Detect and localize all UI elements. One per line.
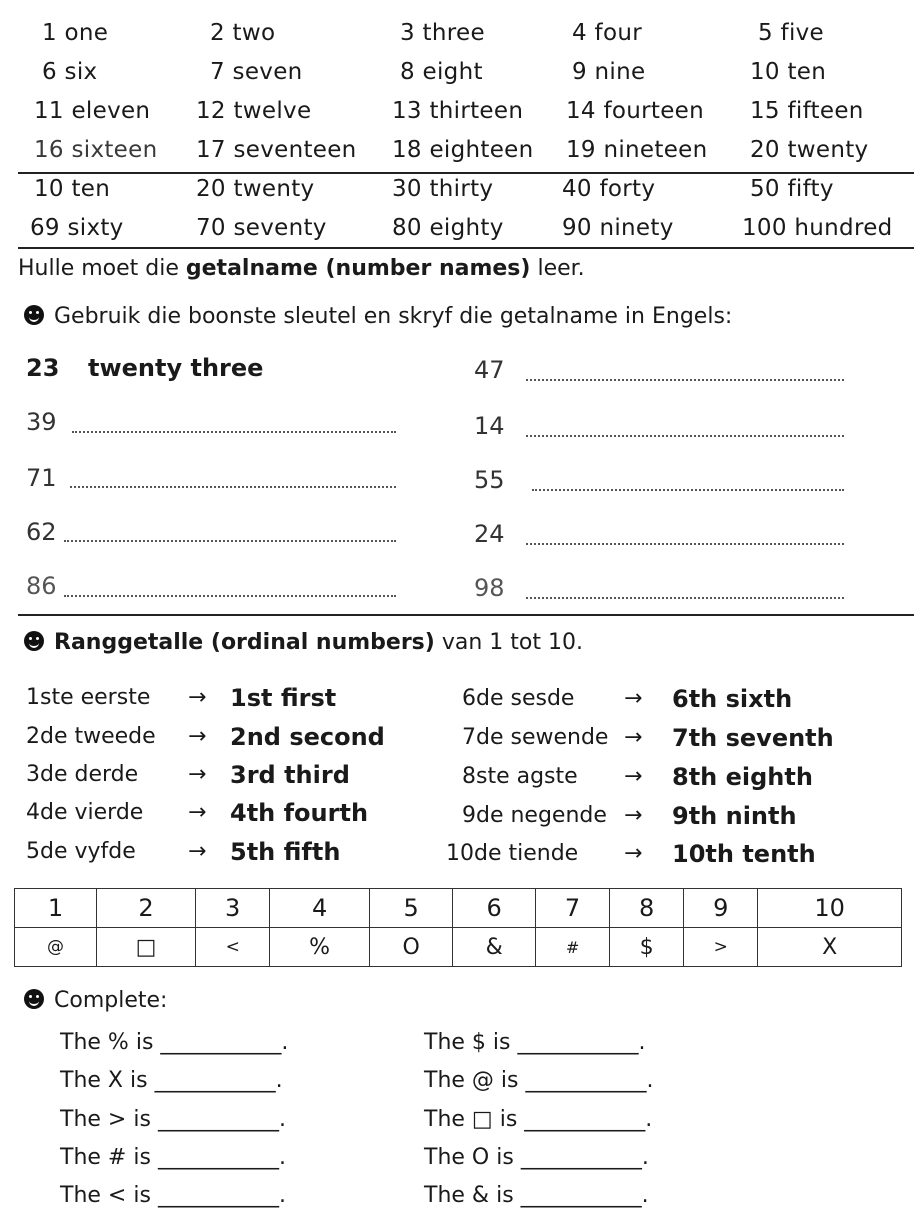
instruction-bold: getalname (number names): [185, 256, 531, 281]
instruction: [18, 256, 585, 281]
table-cell: X: [758, 928, 902, 967]
complete-is: is: [133, 1145, 151, 1170]
answer-blank[interactable]: ___________.: [517, 1030, 646, 1055]
exercise-number: 47: [474, 356, 505, 384]
complete-the: The: [424, 1107, 465, 1132]
complete-is: is: [135, 1030, 154, 1055]
table-cell: 9: [684, 889, 758, 928]
answer-blank[interactable]: ___________.: [157, 1107, 286, 1132]
answer-line[interactable]: [64, 539, 396, 542]
ordinal-af: 3de derde: [26, 762, 139, 787]
table-cell: 2: [96, 889, 195, 928]
answer-blank[interactable]: ___________.: [520, 1145, 649, 1170]
key-cell: 1 one: [42, 20, 109, 46]
ordinal-en: 10th tenth: [672, 840, 816, 868]
complete-symbol: $: [471, 1030, 486, 1055]
key-cell: 12 twelve: [196, 98, 312, 124]
complete-the: The: [424, 1145, 465, 1170]
arrow-icon: →: [188, 762, 207, 787]
complete-the: The: [424, 1183, 465, 1208]
key-cell: 18 eighteen: [392, 137, 534, 163]
ordinal-en: 4th fourth: [230, 799, 369, 827]
complete-item: [424, 1107, 652, 1132]
key-cell: 100 hundred: [742, 215, 893, 241]
exercise-number: 24: [474, 520, 505, 548]
complete-is: is: [130, 1068, 148, 1093]
complete-is: is: [496, 1183, 514, 1208]
answer-line[interactable]: [72, 430, 396, 433]
table-cell: 6: [453, 889, 536, 928]
complete-the: The: [60, 1145, 101, 1170]
section-divider: [18, 614, 914, 616]
symbol-table: [14, 888, 902, 967]
ordinal-en: 6th sixth: [672, 685, 793, 713]
complete-item: [424, 1030, 646, 1055]
smiley-icon: [24, 305, 44, 325]
complete-symbol: #: [107, 1145, 127, 1170]
key-cell: 17 seventeen: [196, 137, 357, 163]
complete-symbol: X: [107, 1068, 123, 1093]
answer-line[interactable]: [532, 488, 844, 491]
key-cell: 40 forty: [562, 176, 656, 202]
key-cell: 3 three: [400, 20, 485, 46]
complete-item: [60, 1145, 286, 1170]
complete-is: is: [496, 1145, 514, 1170]
table-cell: <: [196, 928, 270, 967]
smiley-icon: [24, 989, 44, 1009]
answer-line[interactable]: [70, 485, 396, 488]
arrow-icon: →: [188, 800, 207, 825]
complete-item: [424, 1145, 649, 1170]
ordinal-af: 6de sesde: [462, 686, 575, 711]
ordinal-af: 9de negende: [462, 803, 607, 828]
ordinal-en: 7th seventh: [672, 724, 834, 752]
ordinals-heading-rest: van 1 tot 10.: [434, 630, 583, 655]
ordinal-af: 1ste eerste: [26, 685, 151, 710]
arrow-icon: →: [188, 685, 207, 710]
exercise-number: 14: [474, 412, 505, 440]
exercise-number: 55: [474, 466, 505, 494]
symbol-table-symbols: [15, 928, 902, 967]
smiley-icon: [24, 631, 44, 651]
complete-is: is: [499, 1107, 518, 1132]
answer-blank[interactable]: ___________.: [525, 1068, 654, 1093]
arrow-icon: →: [624, 725, 643, 750]
complete-is: is: [500, 1068, 519, 1093]
key-cell: 10 ten: [750, 59, 827, 85]
table-cell: &: [453, 928, 536, 967]
answer-blank[interactable]: ___________.: [157, 1183, 286, 1208]
ordinals-heading-bold: Ranggetalle (ordinal numbers): [54, 630, 435, 655]
answer-blank[interactable]: ___________.: [160, 1030, 289, 1055]
key-cell: 7 seven: [210, 59, 303, 85]
complete-the: The: [60, 1183, 101, 1208]
arrow-icon: →: [624, 764, 643, 789]
key-cell: 5 five: [758, 20, 824, 46]
key-cell: 50 fifty: [750, 176, 834, 202]
answer-line[interactable]: [526, 378, 844, 381]
exercise-number: 39: [26, 408, 57, 436]
ordinal-af: 8ste agste: [462, 764, 578, 789]
key-cell: 30 thirty: [392, 176, 494, 202]
complete-heading: [24, 988, 167, 1013]
complete-the: The: [60, 1107, 101, 1132]
table-cell: 5: [369, 889, 452, 928]
arrow-icon: →: [188, 724, 207, 749]
exercise-number: 86: [26, 572, 57, 600]
complete-symbol: &: [471, 1183, 490, 1208]
key-cell: 69 sixty: [30, 215, 124, 241]
key-cell: 20 twenty: [196, 176, 315, 202]
complete-the: The: [60, 1068, 101, 1093]
ordinal-af: 4de vierde: [26, 800, 144, 825]
complete-is: is: [133, 1107, 151, 1132]
key-cell: 13 thirteen: [392, 98, 524, 124]
exercise-number: 62: [26, 518, 57, 546]
ordinal-en: 8th eighth: [672, 763, 813, 791]
key-cell: 2 two: [210, 20, 276, 46]
example-number: 23: [26, 354, 60, 382]
complete-the: The: [60, 1030, 101, 1055]
ordinal-en: 1st first: [230, 684, 337, 712]
table-cell: %: [270, 928, 370, 967]
table-cell: 1: [15, 889, 97, 928]
table-cell: □: [96, 928, 195, 967]
exercise1-heading: [24, 304, 732, 329]
table-cell: @: [15, 928, 97, 967]
exercise1-heading-text: Gebruik die boonste sleutel en skryf die getalname in Engels:: [54, 304, 733, 329]
answer-line[interactable]: [526, 434, 844, 437]
table-cell: $: [610, 928, 684, 967]
arrow-icon: →: [624, 686, 643, 711]
complete-symbol: O: [471, 1145, 490, 1170]
answer-blank[interactable]: ___________.: [154, 1068, 283, 1093]
complete-symbol: >: [107, 1107, 127, 1132]
complete-symbol: □: [471, 1107, 493, 1132]
example-answer: twenty three: [88, 354, 264, 382]
ordinal-af: 5de vyfde: [26, 839, 136, 864]
key-cell: 14 fourteen: [566, 98, 704, 124]
ordinal-en: 2nd second: [230, 723, 385, 751]
complete-is: is: [492, 1030, 511, 1055]
key-cell: 19 nineteen: [566, 137, 708, 163]
arrow-icon: →: [624, 841, 643, 866]
key-cell: 11 eleven: [34, 98, 151, 124]
exercise-number: 98: [474, 574, 505, 602]
complete-item: [60, 1030, 288, 1055]
key-cell: 6 six: [42, 59, 98, 85]
key-cell: 4 four: [572, 20, 642, 46]
complete-symbol: @: [471, 1068, 494, 1093]
answer-blank[interactable]: ___________.: [157, 1145, 286, 1170]
answer-blank[interactable]: ___________.: [520, 1183, 649, 1208]
arrow-icon: →: [188, 839, 207, 864]
table-cell: #: [536, 928, 610, 967]
ordinal-en: 3rd third: [230, 761, 350, 789]
key-cell: 9 nine: [572, 59, 646, 85]
ordinal-en: 9th ninth: [672, 802, 797, 830]
complete-symbol: %: [107, 1030, 129, 1055]
instruction-suffix: leer.: [530, 256, 585, 281]
key-cell: 10 ten: [34, 176, 111, 202]
complete-item: [60, 1068, 283, 1093]
complete-symbol: <: [107, 1183, 127, 1208]
table-cell: >: [684, 928, 758, 967]
ordinals-heading: [24, 630, 583, 655]
ordinal-af: 10de tiende: [446, 841, 579, 866]
complete-item: [60, 1183, 286, 1208]
table-cell: 4: [270, 889, 370, 928]
instruction-prefix: Hulle moet die: [18, 256, 186, 281]
table-cell: O: [369, 928, 452, 967]
complete-heading-text: Complete:: [54, 988, 168, 1013]
answer-blank[interactable]: ___________.: [524, 1107, 653, 1132]
table-cell: 3: [196, 889, 270, 928]
exercise-number: 71: [26, 464, 57, 492]
table-cell: 7: [536, 889, 610, 928]
key-cell: 16 sixteen: [34, 137, 158, 163]
answer-line[interactable]: [526, 542, 844, 545]
key-cell: 15 fifteen: [750, 98, 864, 124]
complete-the: The: [424, 1068, 465, 1093]
answer-line[interactable]: [64, 594, 396, 597]
key-cell: 90 ninety: [562, 215, 674, 241]
table-cell: 8: [610, 889, 684, 928]
complete-item: [424, 1068, 654, 1093]
ordinal-af: 7de sewende: [462, 725, 609, 750]
key-bottom-border: [18, 247, 914, 249]
complete-item: [60, 1107, 286, 1132]
complete-item: [424, 1183, 649, 1208]
table-cell: 10: [758, 889, 902, 928]
ordinal-af: 2de tweede: [26, 724, 156, 749]
symbol-table-numbers: [15, 889, 902, 928]
complete-the: The: [424, 1030, 465, 1055]
ordinal-en: 5th fifth: [230, 838, 341, 866]
key-divider: [18, 172, 914, 174]
answer-line[interactable]: [526, 596, 844, 599]
key-cell: 70 seventy: [196, 215, 327, 241]
key-cell: 80 eighty: [392, 215, 504, 241]
key-cell: 20 twenty: [750, 137, 869, 163]
arrow-icon: →: [624, 803, 643, 828]
complete-is: is: [133, 1183, 151, 1208]
key-cell: 8 eight: [400, 59, 483, 85]
